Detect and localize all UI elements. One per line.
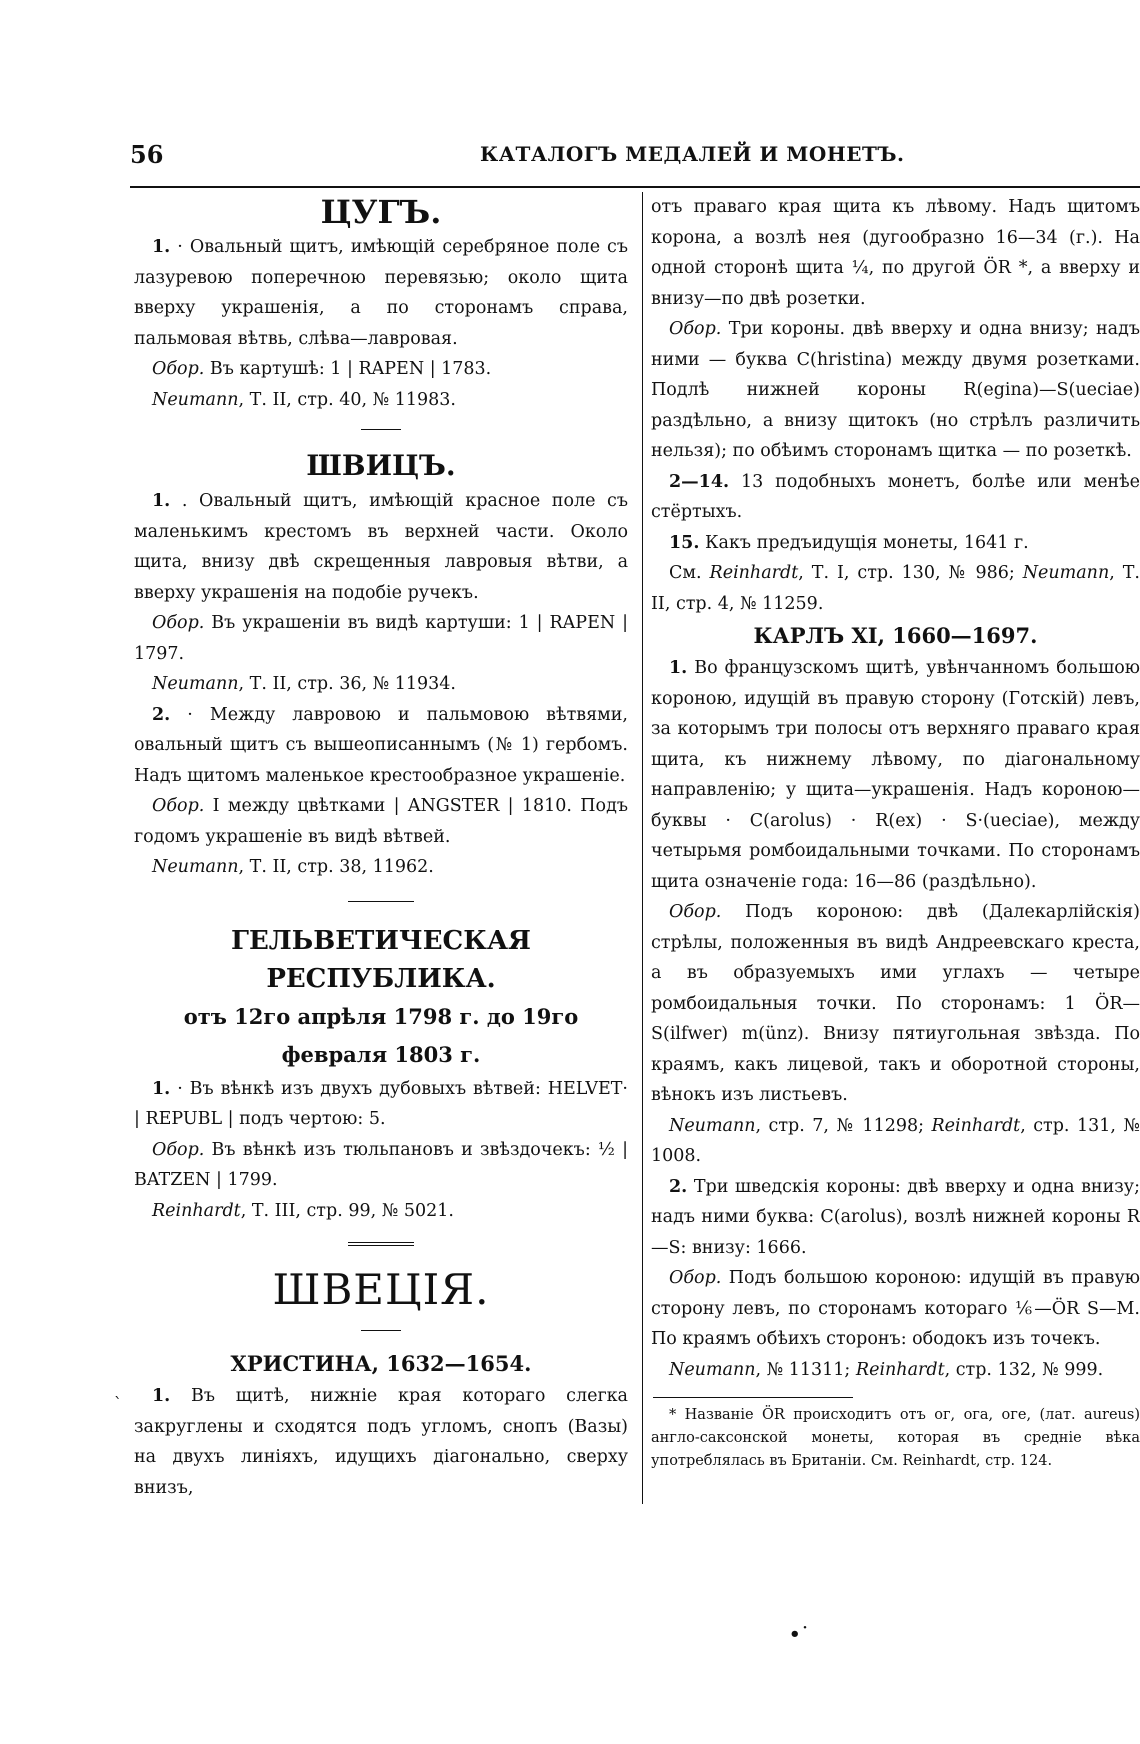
christina-entry-1 (134, 1381, 628, 1503)
ref-details: , Т. II, стр. 4, № 11259. (651, 563, 1140, 614)
karl-entry-2-reference (651, 1355, 1140, 1386)
shviz-entry-2-reverse (134, 791, 628, 852)
reverse-text: Подъ большою короною: идущій въ правую сторону левъ, по сторонамъ котораго ⅙—ÖR S—M. По краямъ обѣихъ сторонъ: ободокъ изъ точекъ. (651, 1268, 1140, 1349)
reverse-text: I между цвѣтками | ANGSTER | 1810. Подъ годомъ украшеніе въ видѣ вѣтвей. (134, 796, 628, 847)
entry-text: · Овальный щитъ, имѣющій серебряное поле съ лазуревою поперечною перевязью; около щита вверху украшенія, а по сторонамъ справа, пальмовая вѣтвь, слѣва—лавровая. (134, 237, 628, 349)
ref-author: Neumann (1022, 563, 1110, 583)
ref-author: Reinhardt (931, 1115, 1021, 1136)
entry-text: 13 подобныхъ монетъ, болѣе или менѣе стёртыхъ. (651, 471, 1140, 522)
running-title: КАТАЛОГЪ МЕДАЛЕЙ И МОНЕТЪ. (480, 142, 905, 166)
ref-author: Neumann (669, 1115, 756, 1136)
karl-entry-1-reference (651, 1111, 1140, 1172)
christina-entry-1-reverse (651, 314, 1140, 467)
section-heading-shviz: ШВИЦЪ. (306, 449, 456, 482)
footnote-rule (653, 1397, 853, 1398)
entry-number: 1. (152, 1386, 171, 1406)
header-rule (130, 186, 1140, 188)
zug-entry-1-reference (134, 385, 628, 416)
section-heading-helvetic: ГЕЛЬВЕТИЧЕСКАЯ РЕСПУБЛИКА. (231, 925, 531, 994)
reverse-label: Обор. (152, 796, 205, 816)
reverse-text: Въ украшеніи въ видѣ картуши: 1 | RAPEN | 1797. (134, 613, 628, 664)
ruler-heading-christina: ХРИСТИНА, 1632—1654. (230, 1351, 532, 1376)
ref-details: , стр. 7, № 11298; (755, 1115, 932, 1136)
ref-prefix: См. (669, 563, 710, 583)
section-separator (361, 429, 401, 430)
entry-number: 2. (152, 704, 171, 725)
dot-mark: •˙ (789, 1624, 810, 1645)
entry-number: 1. (152, 237, 171, 257)
column-divider (642, 192, 643, 1504)
ref-details: , Т. II, стр. 36, № 11934. (238, 674, 456, 694)
section-heading-zug: ЦУГЪ. (320, 193, 442, 231)
ref-author: Reinhardt (152, 1200, 241, 1221)
section-separator (348, 901, 414, 902)
page-number: 56 (130, 140, 164, 169)
karl-entry-1 (651, 653, 1140, 897)
zug-entry-1-reverse (134, 354, 628, 385)
reverse-label: Обор. (152, 613, 205, 633)
entry-text: Въ щитѣ, нижніе края котораго слегка закруглены и сходятся подъ угломъ, снопъ (Вазы) на двухъ линіяхъ, идущихъ діагонально, сверху внизъ, (134, 1386, 628, 1498)
ref-details: , Т. II, стр. 40, № 11983. (238, 389, 456, 410)
reverse-text: Три короны. двѣ вверху и одна внизу; надъ ними — буква C(hristina) между двумя розетками. Подлѣ нижней короны R(egina)—S(ueciae) раздѣльно, а внизу щитокъ (но стрѣлъ различить нельзя); по обѣимъ сторонамъ щитка — по розеткѣ. (651, 319, 1140, 461)
reverse-text: Въ вѣнкѣ изъ тюльпановъ и звѣздочекъ: ½ | BATZEN | 1799. (134, 1139, 628, 1190)
reverse-label: Обор. (669, 1268, 722, 1288)
right-column (651, 192, 1140, 1512)
running-head (130, 140, 1140, 170)
shviz-entry-1-reference (134, 669, 628, 700)
entry-number: 1. (152, 1078, 171, 1099)
ref-author: Neumann (152, 857, 239, 877)
stray-mark: ` (114, 1394, 122, 1413)
helvetic-date-range: отъ 12го апрѣля 1798 г. до 19го февраля 1803 г. (183, 1003, 579, 1067)
entry-text: Какъ предъидущія монеты, 1641 г. (699, 532, 1029, 553)
footnote: * Названіе ÖR происходитъ отъ ог, ога, оге, (лат. aureus) англо-саксонской монеты, которая въ средніе вѣка употреблялась въ Британіи. См. Reinhardt, стр. 124. (651, 1407, 1140, 1469)
entry-number: 2. (669, 1176, 688, 1197)
reverse-label: Обор. (669, 319, 722, 339)
section-heading-sweden: ШВЕЦІЯ. (272, 1265, 490, 1314)
ref-details: , № 11311; (755, 1359, 856, 1380)
left-column (134, 192, 628, 1562)
entry-number: 15. (669, 532, 700, 553)
ref-details: , Т. II, стр. 38, 11962. (238, 857, 434, 877)
ref-details: , Т. III, стр. 99, № 5021. (240, 1200, 454, 1221)
helvetic-entry-1-reverse (134, 1135, 628, 1196)
ref-details: , стр. 131, № 1008. (651, 1115, 1140, 1166)
section-separator (361, 1330, 401, 1331)
christina-entry-1-continued: отъ праваго края щита къ лѣвому. Надъ щитомъ корона, а возлѣ нея (дугообразно 16—34 (г.). На одной сторонѣ щита ¼, по другой ÖR *, а вверху и внизу—по двѣ розетки. (651, 197, 1140, 309)
reverse-text: Въ картушѣ: 1 | RAPEN | 1783. (204, 359, 492, 379)
christina-entry-15 (651, 528, 1140, 559)
ref-author: Neumann (669, 1359, 756, 1380)
entry-text: Во французскомъ щитѣ, увѣнчанномъ большою короною, идущій въ правую сторону (Готскій) левъ, за которымъ три полосы отъ верхняго праваго края щита, къ нижнему лѣвому, по діагональному направленію; у щита—украшенія. Надъ короною—буквы · C(arolus) · R(ex) · S·(ueciae), между четырьмя ромбоидальными точками. По сторонамъ щита означеніе года: 16—86 (раздѣльно). (651, 658, 1140, 892)
entry-text: · Въ вѣнкѣ изъ двухъ дубовыхъ вѣтвей: HELVET· | REPUBL | подъ чертою: 5. (134, 1078, 628, 1129)
reverse-text: Подъ короною: двѣ (Далекарлійскія) стрѣлы, положенныя въ видѣ Андреевскаго креста, а въ образуемыхъ ими углахъ — четыре ромбоидальныя точки. По сторонамъ: 1 ÖR—S(ilfwer) m(ünz). Внизу пятиугольная звѣзда. По краямъ, какъ лицевой, такъ и оборотной стороны, вѣнокъ изъ листьевъ. (651, 902, 1140, 1105)
ref-details: , стр. 132, № 999. (944, 1359, 1104, 1380)
entry-text: Три шведскія короны: двѣ вверху и одна внизу; надъ ними буква: C(arolus), возлѣ нижней короны R—S: внизу: 1666. (651, 1176, 1140, 1258)
entry-number: 2—14. (669, 471, 730, 492)
karl-entry-1-reverse (651, 897, 1140, 1111)
christina-entry-15-reference (651, 558, 1140, 619)
ref-author: Reinhardt (709, 563, 799, 583)
ref-author: Neumann (152, 674, 239, 694)
entry-text: · Между лавровою и пальмовою вѣтвями, овальный щитъ съ вышеописаннымъ (№ 1) гербомъ. Надъ щитомъ маленькое крестообразное украшеніе. (134, 704, 628, 786)
section-separator (348, 1242, 414, 1246)
christina-entry-2-14 (651, 467, 1140, 528)
shviz-entry-1 (134, 486, 628, 608)
ruler-heading-karl-xi: КАРЛЪ XI, 1660—1697. (753, 623, 1038, 648)
entry-text: . Овальный щитъ, имѣющій красное поле съ маленькимъ крестомъ въ верхней части. Около щита, внизу двѣ скрещенныя лавровыя вѣтви, а вверху украшенія на подобіе ручекъ. (134, 491, 628, 603)
ref-details: , Т. I, стр. 130, № 986; (798, 563, 1023, 583)
helvetic-entry-1 (134, 1074, 628, 1135)
ref-author: Reinhardt (855, 1359, 945, 1380)
helvetic-entry-1-reference (134, 1196, 628, 1227)
shviz-entry-1-reverse (134, 608, 628, 669)
reverse-label: Обор. (669, 902, 722, 922)
reverse-label: Обор. (152, 359, 205, 379)
zug-entry-1 (134, 232, 628, 354)
karl-entry-2 (651, 1172, 1140, 1264)
shviz-entry-2-reference (134, 852, 628, 883)
reverse-label: Обор. (152, 1139, 205, 1160)
karl-entry-2-reverse (651, 1263, 1140, 1355)
shviz-entry-2 (134, 700, 628, 792)
ref-author: Neumann (152, 389, 239, 410)
entry-number: 1. (152, 491, 171, 511)
entry-number: 1. (669, 658, 688, 678)
